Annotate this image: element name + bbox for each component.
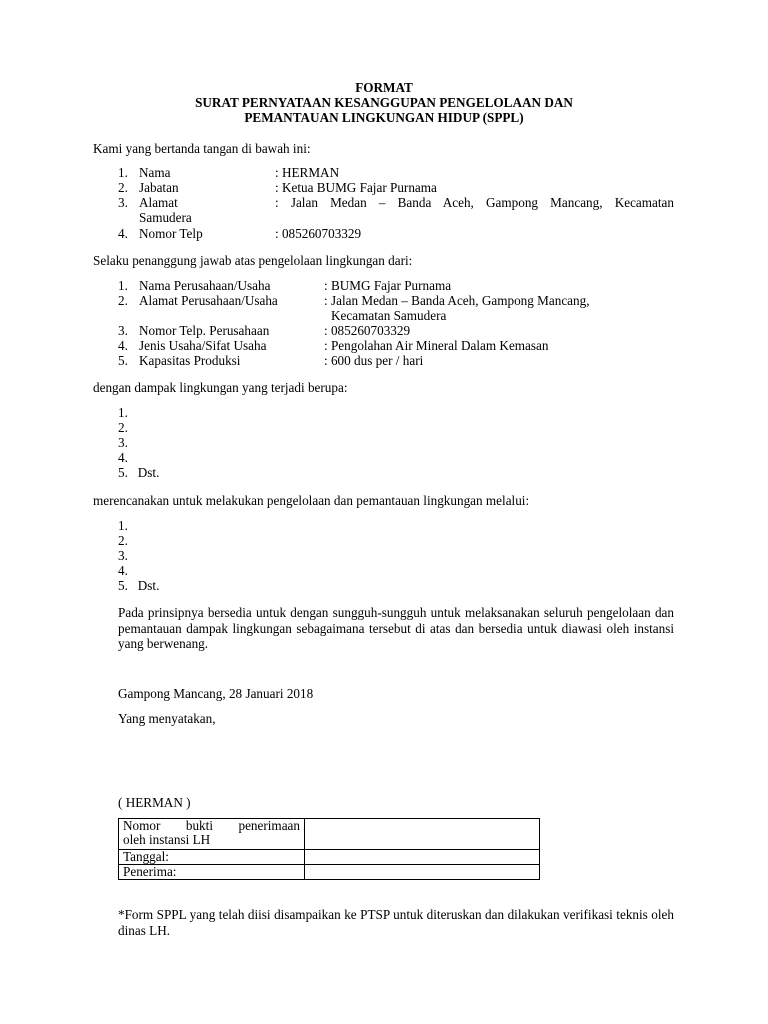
declarant-label: Yang menyatakan, <box>118 711 216 726</box>
field-label-company-name: Nama Perusahaan/Usaha <box>139 278 271 293</box>
field-value-company-name: : BUMG Fajar Purnama <box>324 278 452 293</box>
field-label-nama: Nama <box>139 165 171 180</box>
receipt-value-date <box>305 849 540 864</box>
receipt-value-receiver <box>305 864 540 879</box>
list-item: 1. <box>118 405 128 420</box>
footnote: *Form SPPL yang telah diisi disampaikan ke PTSP untuk diteruskan dan dilakukan verifikasi teknis oleh dinas LH. <box>118 907 674 938</box>
statement-paragraph: Pada prinsipnya bersedia untuk dengan sungguh-sungguh untuk melaksanakan seluruh pengelolaan dan pemantauan dampak lingkungan sebagaimana tersebut di atas dan bersedia untuk diawasi oleh instansi yang berwenang. <box>118 605 674 651</box>
list-number: 3. <box>118 323 128 338</box>
list-number: 1. <box>118 278 128 293</box>
list-number: 1. <box>118 165 128 180</box>
field-value-telp: : 085260703329 <box>275 226 362 241</box>
field-value-company-telp: : 085260703329 <box>324 323 411 338</box>
responsible-text: Selaku penanggung jawab atas pengelolaan lingkungan dari: <box>93 253 413 268</box>
intro-text: Kami yang bertanda tangan di bawah ini: <box>93 141 311 156</box>
receipt-label-number <box>119 819 305 850</box>
field-value-alamat-cont: Samudera <box>139 210 192 225</box>
field-value-jabatan: : Ketua BUMG Fajar Purnama <box>275 180 437 195</box>
list-item: 1. <box>118 518 128 533</box>
field-label-telp: Nomor Telp <box>139 226 203 241</box>
list-item: 2. <box>118 420 128 435</box>
receipt-label-date: Tanggal: <box>119 849 305 864</box>
receipt-label-receiver: Penerima: <box>119 864 305 879</box>
list-item: 3. <box>118 435 128 450</box>
receipt-value-number <box>305 819 540 850</box>
field-label-alamat: Alamat <box>139 195 178 210</box>
signature-name: ( HERMAN ) <box>118 795 191 810</box>
list-number: 5. <box>118 353 128 368</box>
receipt-label-number-line1: Nomor bukti penerimaan <box>123 818 300 833</box>
field-label-company-address: Alamat Perusahaan/Usaha <box>139 293 278 308</box>
field-value-company-address-cont: Kecamatan Samudera <box>331 308 447 323</box>
list-item: 3. <box>118 548 128 563</box>
field-label-company-telp: Nomor Telp. Perusahaan <box>139 323 270 338</box>
list-item: 5. Dst. <box>118 578 160 593</box>
list-number: 4. <box>118 338 128 353</box>
plan-intro: merencanakan untuk melakukan pengelolaan dan pemantauan lingkungan melalui: <box>93 493 530 508</box>
title-line-3: PEMANTAUAN LINGKUNGAN HIDUP (SPPL) <box>244 110 524 125</box>
field-value-company-address: : Jalan Medan – Banda Aceh, Gampong Mancang, <box>324 293 590 308</box>
list-number: 4. <box>118 226 128 241</box>
list-item: 4. <box>118 563 128 578</box>
list-item: 4. <box>118 450 128 465</box>
receipt-label-number-line2: oleh instansi LH <box>123 832 211 847</box>
receipt-table <box>118 818 540 880</box>
field-label-business-type: Jenis Usaha/Sifat Usaha <box>139 338 267 353</box>
list-item: 5. Dst. <box>118 465 160 480</box>
field-label-capacity: Kapasitas Produksi <box>139 353 241 368</box>
list-number: 2. <box>118 180 128 195</box>
impact-intro: dengan dampak lingkungan yang terjadi berupa: <box>93 380 348 395</box>
field-value-capacity: : 600 dus per / hari <box>324 353 424 368</box>
list-number: 2. <box>118 293 128 308</box>
field-value-alamat: : Jalan Medan – Banda Aceh, Gampong Mancang, Kecamatan <box>275 195 674 210</box>
title-format: FORMAT <box>355 80 413 95</box>
field-value-business-type: : Pengolahan Air Mineral Dalam Kemasan <box>324 338 549 353</box>
list-number: 3. <box>118 195 128 210</box>
place-date: Gampong Mancang, 28 Januari 2018 <box>118 686 314 701</box>
field-value-nama: : HERMAN <box>275 165 340 180</box>
field-label-jabatan: Jabatan <box>139 180 179 195</box>
title-line-2: SURAT PERNYATAAN KESANGGUPAN PENGELOLAAN DAN <box>195 95 573 110</box>
list-item: 2. <box>118 533 128 548</box>
